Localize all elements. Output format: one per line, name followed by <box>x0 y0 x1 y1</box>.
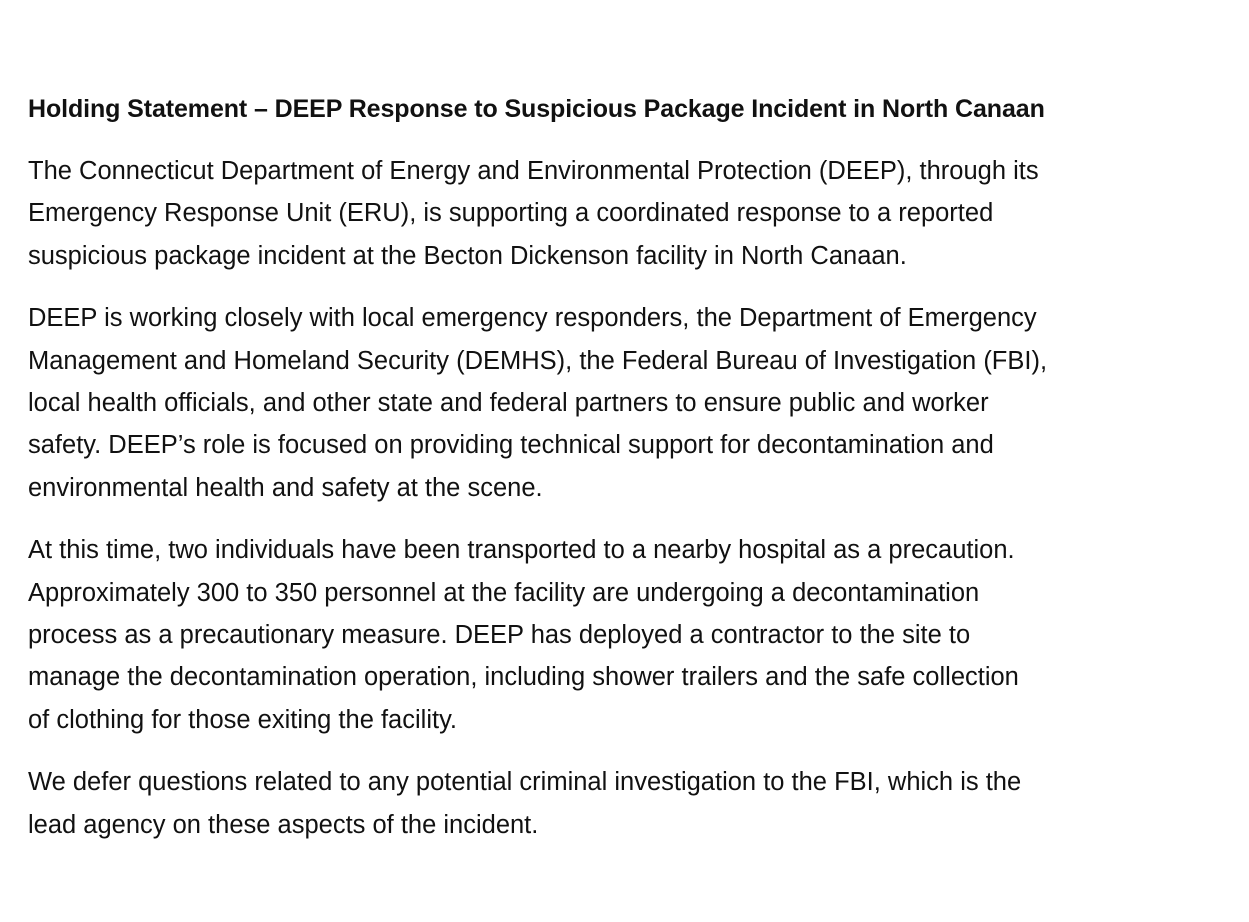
paragraph-line: Management and Homeland Security (DEMHS), the Federal Bureau of Investigation (FBI), <box>28 346 1048 375</box>
paragraph-line: process as a precautionary measure. DEEP has deployed a contractor to the site to <box>28 621 971 650</box>
document-body <box>28 88 1228 866</box>
paragraph-intro <box>28 150 1228 277</box>
paragraph-line: manage the decontamination operation, including shower trailers and the safe collection <box>28 663 1019 692</box>
paragraph-line: environmental health and safety at the scene. <box>28 473 543 502</box>
paragraph-line: suspicious package incident at the Becton Dickenson facility in North Canaan. <box>28 241 907 270</box>
statement-title: Holding Statement – DEEP Response to Suspicious Package Incident in North Canaan <box>28 95 1045 123</box>
paragraph-line: Approximately 300 to 350 personnel at the facility are undergoing a decontamination <box>28 578 980 607</box>
paragraph-line: At this time, two individuals have been transported to a nearby hospital as a precaution. <box>28 536 1015 565</box>
paragraph-line: Emergency Response Unit (ERU), is supporting a coordinated response to a reported <box>28 199 994 228</box>
paragraph-line: lead agency on these aspects of the incident. <box>28 810 539 839</box>
paragraph-line: DEEP is working closely with local emergency responders, the Department of Emergency <box>28 304 1037 333</box>
paragraph-line: of clothing for those exiting the facility. <box>28 705 458 734</box>
paragraph-partners <box>28 297 1228 509</box>
paragraph-line: The Connecticut Department of Energy and Environmental Protection (DEEP), through its <box>28 157 1039 185</box>
paragraph-status <box>28 529 1228 741</box>
paragraph-line: local health officials, and other state and federal partners to ensure public and worker <box>28 389 989 418</box>
paragraph-investigation <box>28 761 1228 846</box>
paragraph-line: safety. DEEP’s role is focused on providing technical support for decontamination and <box>28 431 994 460</box>
paragraph-line: We defer questions related to any potential criminal investigation to the FBI, which is the <box>28 768 1022 797</box>
